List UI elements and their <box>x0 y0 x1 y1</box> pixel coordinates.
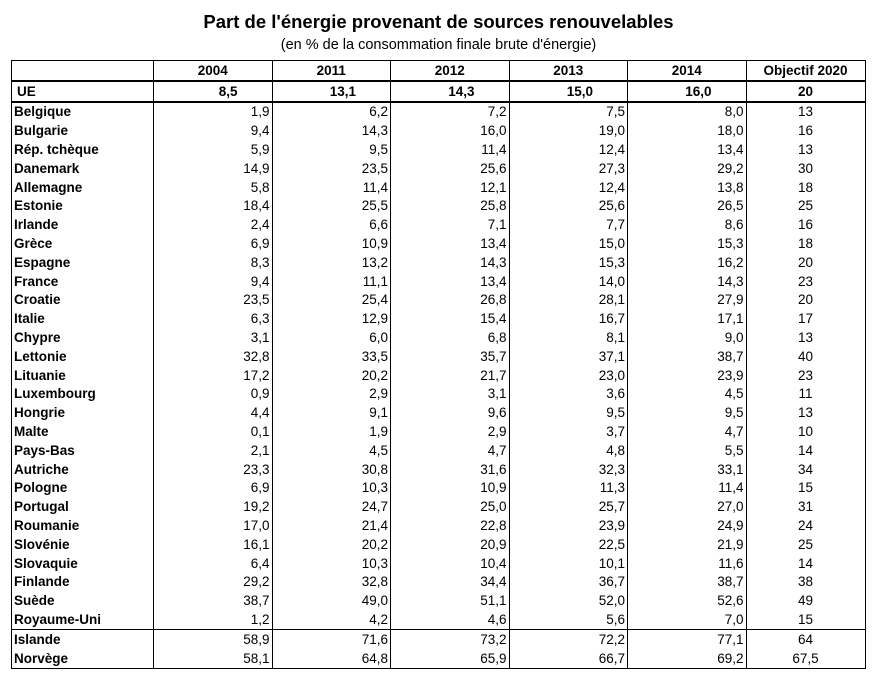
value-cell: 11,4 <box>272 178 391 197</box>
value-cell: 8,1 <box>509 328 628 347</box>
value-cell: 37,1 <box>509 347 628 366</box>
target-cell: 20 <box>746 291 865 310</box>
value-cell: 72,2 <box>509 629 628 648</box>
value-cell: 12,1 <box>391 178 510 197</box>
value-cell: 8,0 <box>628 102 747 122</box>
value-cell: 24,7 <box>272 497 391 516</box>
value-cell: 29,2 <box>154 573 273 592</box>
value-cell: 3,1 <box>154 328 273 347</box>
value-cell: 9,4 <box>154 272 273 291</box>
target-cell: 13 <box>746 403 865 422</box>
table-row <box>12 497 866 516</box>
value-cell: 7,2 <box>391 102 510 122</box>
table-row <box>12 366 866 385</box>
value-cell: 32,3 <box>509 460 628 479</box>
target-cell: 49 <box>746 591 865 610</box>
value-cell: 30,8 <box>272 460 391 479</box>
table-row <box>12 328 866 347</box>
value-cell: 23,5 <box>272 159 391 178</box>
row-label: Luxembourg <box>12 385 154 404</box>
value-cell: 27,9 <box>628 291 747 310</box>
table-row <box>12 403 866 422</box>
target-cell: 10 <box>746 422 865 441</box>
value-cell: 20,2 <box>272 366 391 385</box>
row-label: Slovaquie <box>12 554 154 573</box>
header-cell: 2012 <box>391 61 510 81</box>
table-row <box>12 272 866 291</box>
value-cell: 19,0 <box>509 121 628 140</box>
value-cell: 6,4 <box>154 554 273 573</box>
row-label: Irlande <box>12 215 154 234</box>
value-cell: 7,5 <box>509 102 628 122</box>
header-row <box>12 61 866 81</box>
value-cell: 25,8 <box>391 197 510 216</box>
value-cell: 16,2 <box>628 253 747 272</box>
value-cell: 4,7 <box>391 441 510 460</box>
value-cell: 12,4 <box>509 140 628 159</box>
value-cell: 4,2 <box>272 610 391 629</box>
value-cell: 65,9 <box>391 649 510 668</box>
value-cell: 34,4 <box>391 573 510 592</box>
row-label: Lettonie <box>12 347 154 366</box>
value-cell: 24,9 <box>628 516 747 535</box>
header-cell-label <box>12 61 154 81</box>
table-row <box>12 573 866 592</box>
value-cell: 0,1 <box>154 422 273 441</box>
target-cell: 64 <box>746 629 865 648</box>
value-cell: 15,3 <box>509 253 628 272</box>
value-cell: 10,4 <box>391 554 510 573</box>
value-cell: 69,2 <box>628 649 747 668</box>
target-cell: 18 <box>746 234 865 253</box>
value-cell: 71,6 <box>272 629 391 648</box>
value-cell: 77,1 <box>628 629 747 648</box>
table-row <box>12 460 866 479</box>
value-cell: 4,5 <box>272 441 391 460</box>
row-label: Rép. tchèque <box>12 140 154 159</box>
value-cell: 13,4 <box>628 140 747 159</box>
value-cell: 27,0 <box>628 497 747 516</box>
target-cell: 25 <box>746 197 865 216</box>
value-cell: 58,1 <box>154 649 273 668</box>
value-cell: 2,4 <box>154 215 273 234</box>
value-cell: 9,0 <box>628 328 747 347</box>
value-cell: 6,0 <box>272 328 391 347</box>
value-cell: 32,8 <box>272 573 391 592</box>
value-cell: 5,9 <box>154 140 273 159</box>
value-cell: 16,0 <box>391 121 510 140</box>
value-cell: 33,1 <box>628 460 747 479</box>
table-row <box>12 649 866 668</box>
document-subtitle: (en % de la consommation finale brute d'énergie) <box>280 37 597 53</box>
row-label: Bulgarie <box>12 121 154 140</box>
row-label: Chypre <box>12 328 154 347</box>
value-cell: 28,1 <box>509 291 628 310</box>
value-cell: 52,6 <box>628 591 747 610</box>
value-cell: 8,5 <box>154 81 273 102</box>
value-cell: 4,8 <box>509 441 628 460</box>
value-cell: 15,0 <box>509 81 628 102</box>
value-cell: 5,5 <box>628 441 747 460</box>
value-cell: 10,9 <box>391 479 510 498</box>
value-cell: 2,9 <box>272 385 391 404</box>
target-cell: 34 <box>746 460 865 479</box>
value-cell: 13,2 <box>272 253 391 272</box>
table-row <box>12 385 866 404</box>
value-cell: 27,3 <box>509 159 628 178</box>
row-label: Malte <box>12 422 154 441</box>
value-cell: 11,3 <box>509 479 628 498</box>
value-cell: 12,9 <box>272 309 391 328</box>
table-row <box>12 81 866 102</box>
value-cell: 14,9 <box>154 159 273 178</box>
value-cell: 38,7 <box>628 347 747 366</box>
value-cell: 4,4 <box>154 403 273 422</box>
value-cell: 16,0 <box>628 81 747 102</box>
value-cell: 35,7 <box>391 347 510 366</box>
row-label: Croatie <box>12 291 154 310</box>
table-row <box>12 554 866 573</box>
table-row <box>12 629 866 648</box>
table-row <box>12 215 866 234</box>
target-cell: 13 <box>746 328 865 347</box>
value-cell: 32,8 <box>154 347 273 366</box>
value-cell: 11,4 <box>628 479 747 498</box>
row-label: Autriche <box>12 460 154 479</box>
target-cell: 13 <box>746 102 865 122</box>
value-cell: 26,8 <box>391 291 510 310</box>
header-cell: Objectif 2020 <box>746 61 865 81</box>
value-cell: 15,0 <box>509 234 628 253</box>
value-cell: 21,4 <box>272 516 391 535</box>
value-cell: 66,7 <box>509 649 628 668</box>
table-row <box>12 234 866 253</box>
value-cell: 8,3 <box>154 253 273 272</box>
value-cell: 23,9 <box>509 516 628 535</box>
value-cell: 51,1 <box>391 591 510 610</box>
value-cell: 23,3 <box>154 460 273 479</box>
value-cell: 31,6 <box>391 460 510 479</box>
header-cell: 2014 <box>628 61 747 81</box>
value-cell: 4,7 <box>628 422 747 441</box>
value-cell: 13,4 <box>391 272 510 291</box>
row-label: UE <box>12 81 154 102</box>
header-cell: 2011 <box>272 61 391 81</box>
value-cell: 9,5 <box>272 140 391 159</box>
value-cell: 16,7 <box>509 309 628 328</box>
value-cell: 13,8 <box>628 178 747 197</box>
value-cell: 38,7 <box>628 573 747 592</box>
value-cell: 11,1 <box>272 272 391 291</box>
table-row <box>12 479 866 498</box>
value-cell: 4,5 <box>628 385 747 404</box>
value-cell: 9,4 <box>154 121 273 140</box>
value-cell: 13,1 <box>272 81 391 102</box>
row-label: Roumanie <box>12 516 154 535</box>
row-label: Suède <box>12 591 154 610</box>
header-cell: 2004 <box>154 61 273 81</box>
header-cell: 2013 <box>509 61 628 81</box>
value-cell: 3,6 <box>509 385 628 404</box>
target-cell: 38 <box>746 573 865 592</box>
target-cell: 23 <box>746 366 865 385</box>
target-cell: 11 <box>746 385 865 404</box>
value-cell: 19,2 <box>154 497 273 516</box>
value-cell: 5,6 <box>509 610 628 629</box>
value-cell: 21,9 <box>628 535 747 554</box>
value-cell: 1,9 <box>272 422 391 441</box>
value-cell: 17,0 <box>154 516 273 535</box>
value-cell: 49,0 <box>272 591 391 610</box>
value-cell: 25,7 <box>509 497 628 516</box>
value-cell: 17,2 <box>154 366 273 385</box>
value-cell: 18,4 <box>154 197 273 216</box>
value-cell: 22,5 <box>509 535 628 554</box>
target-cell: 67,5 <box>746 649 865 668</box>
value-cell: 6,3 <box>154 309 273 328</box>
table-row <box>12 591 866 610</box>
table-row <box>12 309 866 328</box>
value-cell: 64,8 <box>272 649 391 668</box>
table-row <box>12 535 866 554</box>
value-cell: 1,2 <box>154 610 273 629</box>
row-label: Finlande <box>12 573 154 592</box>
value-cell: 10,3 <box>272 554 391 573</box>
target-cell: 20 <box>746 81 865 102</box>
table-row <box>12 422 866 441</box>
value-cell: 7,7 <box>509 215 628 234</box>
value-cell: 10,1 <box>509 554 628 573</box>
table-row <box>12 516 866 535</box>
target-cell: 25 <box>746 535 865 554</box>
value-cell: 21,7 <box>391 366 510 385</box>
value-cell: 25,6 <box>509 197 628 216</box>
target-cell: 40 <box>746 347 865 366</box>
target-cell: 23 <box>746 272 865 291</box>
row-label: Pays-Bas <box>12 441 154 460</box>
value-cell: 14,3 <box>391 253 510 272</box>
value-cell: 29,2 <box>628 159 747 178</box>
value-cell: 6,9 <box>154 479 273 498</box>
row-label: Danemark <box>12 159 154 178</box>
value-cell: 4,6 <box>391 610 510 629</box>
table-row <box>12 102 866 122</box>
target-cell: 13 <box>746 140 865 159</box>
value-cell: 9,5 <box>628 403 747 422</box>
value-cell: 8,6 <box>628 215 747 234</box>
table-row <box>12 197 866 216</box>
value-cell: 10,3 <box>272 479 391 498</box>
value-cell: 14,3 <box>272 121 391 140</box>
value-cell: 6,6 <box>272 215 391 234</box>
value-cell: 23,9 <box>628 366 747 385</box>
value-cell: 0,9 <box>154 385 273 404</box>
value-cell: 1,9 <box>154 102 273 122</box>
row-label: France <box>12 272 154 291</box>
value-cell: 33,5 <box>272 347 391 366</box>
target-cell: 15 <box>746 479 865 498</box>
value-cell: 25,0 <box>391 497 510 516</box>
table-row <box>12 610 866 629</box>
value-cell: 3,1 <box>391 385 510 404</box>
value-cell: 25,6 <box>391 159 510 178</box>
table-row <box>12 159 866 178</box>
target-cell: 20 <box>746 253 865 272</box>
value-cell: 14,3 <box>391 81 510 102</box>
value-cell: 25,5 <box>272 197 391 216</box>
value-cell: 7,0 <box>628 610 747 629</box>
table-header <box>12 61 866 81</box>
row-label: Pologne <box>12 479 154 498</box>
target-cell: 14 <box>746 441 865 460</box>
table-row <box>12 140 866 159</box>
row-label: Royaume-Uni <box>12 610 154 629</box>
row-label: Grèce <box>12 234 154 253</box>
table-row <box>12 121 866 140</box>
row-label: Belgique <box>12 102 154 122</box>
value-cell: 9,6 <box>391 403 510 422</box>
row-label: Portugal <box>12 497 154 516</box>
value-cell: 10,9 <box>272 234 391 253</box>
table-body <box>12 81 866 668</box>
table-row <box>12 347 866 366</box>
value-cell: 6,8 <box>391 328 510 347</box>
table-row <box>12 291 866 310</box>
value-cell: 14,3 <box>628 272 747 291</box>
row-label: Allemagne <box>12 178 154 197</box>
target-cell: 15 <box>746 610 865 629</box>
value-cell: 5,8 <box>154 178 273 197</box>
row-label: Italie <box>12 309 154 328</box>
row-label: Islande <box>12 629 154 648</box>
value-cell: 20,2 <box>272 535 391 554</box>
row-label: Norvège <box>12 649 154 668</box>
target-cell: 31 <box>746 497 865 516</box>
row-label: Lituanie <box>12 366 154 385</box>
value-cell: 9,5 <box>509 403 628 422</box>
value-cell: 26,5 <box>628 197 747 216</box>
value-cell: 13,4 <box>391 234 510 253</box>
target-cell: 14 <box>746 554 865 573</box>
value-cell: 11,6 <box>628 554 747 573</box>
value-cell: 15,4 <box>391 309 510 328</box>
value-cell: 23,0 <box>509 366 628 385</box>
value-cell: 58,9 <box>154 629 273 648</box>
row-label: Espagne <box>12 253 154 272</box>
value-cell: 20,9 <box>391 535 510 554</box>
value-cell: 3,7 <box>509 422 628 441</box>
value-cell: 12,4 <box>509 178 628 197</box>
table-row <box>12 441 866 460</box>
value-cell: 15,3 <box>628 234 747 253</box>
value-cell: 52,0 <box>509 591 628 610</box>
renewable-energy-table <box>11 60 866 669</box>
value-cell: 22,8 <box>391 516 510 535</box>
value-cell: 6,9 <box>154 234 273 253</box>
value-cell: 7,1 <box>391 215 510 234</box>
table-row <box>12 178 866 197</box>
value-cell: 73,2 <box>391 629 510 648</box>
document-title: Part de l'énergie provenant de sources renouvelables <box>203 11 674 32</box>
target-cell: 17 <box>746 309 865 328</box>
target-cell: 16 <box>746 215 865 234</box>
value-cell: 6,2 <box>272 102 391 122</box>
value-cell: 2,1 <box>154 441 273 460</box>
value-cell: 11,4 <box>391 140 510 159</box>
value-cell: 17,1 <box>628 309 747 328</box>
row-label: Slovénie <box>12 535 154 554</box>
target-cell: 24 <box>746 516 865 535</box>
target-cell: 18 <box>746 178 865 197</box>
table-row <box>12 253 866 272</box>
value-cell: 14,0 <box>509 272 628 291</box>
value-cell: 36,7 <box>509 573 628 592</box>
value-cell: 9,1 <box>272 403 391 422</box>
target-cell: 30 <box>746 159 865 178</box>
row-label: Estonie <box>12 197 154 216</box>
row-label: Hongrie <box>12 403 154 422</box>
value-cell: 18,0 <box>628 121 747 140</box>
value-cell: 25,4 <box>272 291 391 310</box>
value-cell: 23,5 <box>154 291 273 310</box>
value-cell: 38,7 <box>154 591 273 610</box>
target-cell: 16 <box>746 121 865 140</box>
value-cell: 2,9 <box>391 422 510 441</box>
value-cell: 16,1 <box>154 535 273 554</box>
